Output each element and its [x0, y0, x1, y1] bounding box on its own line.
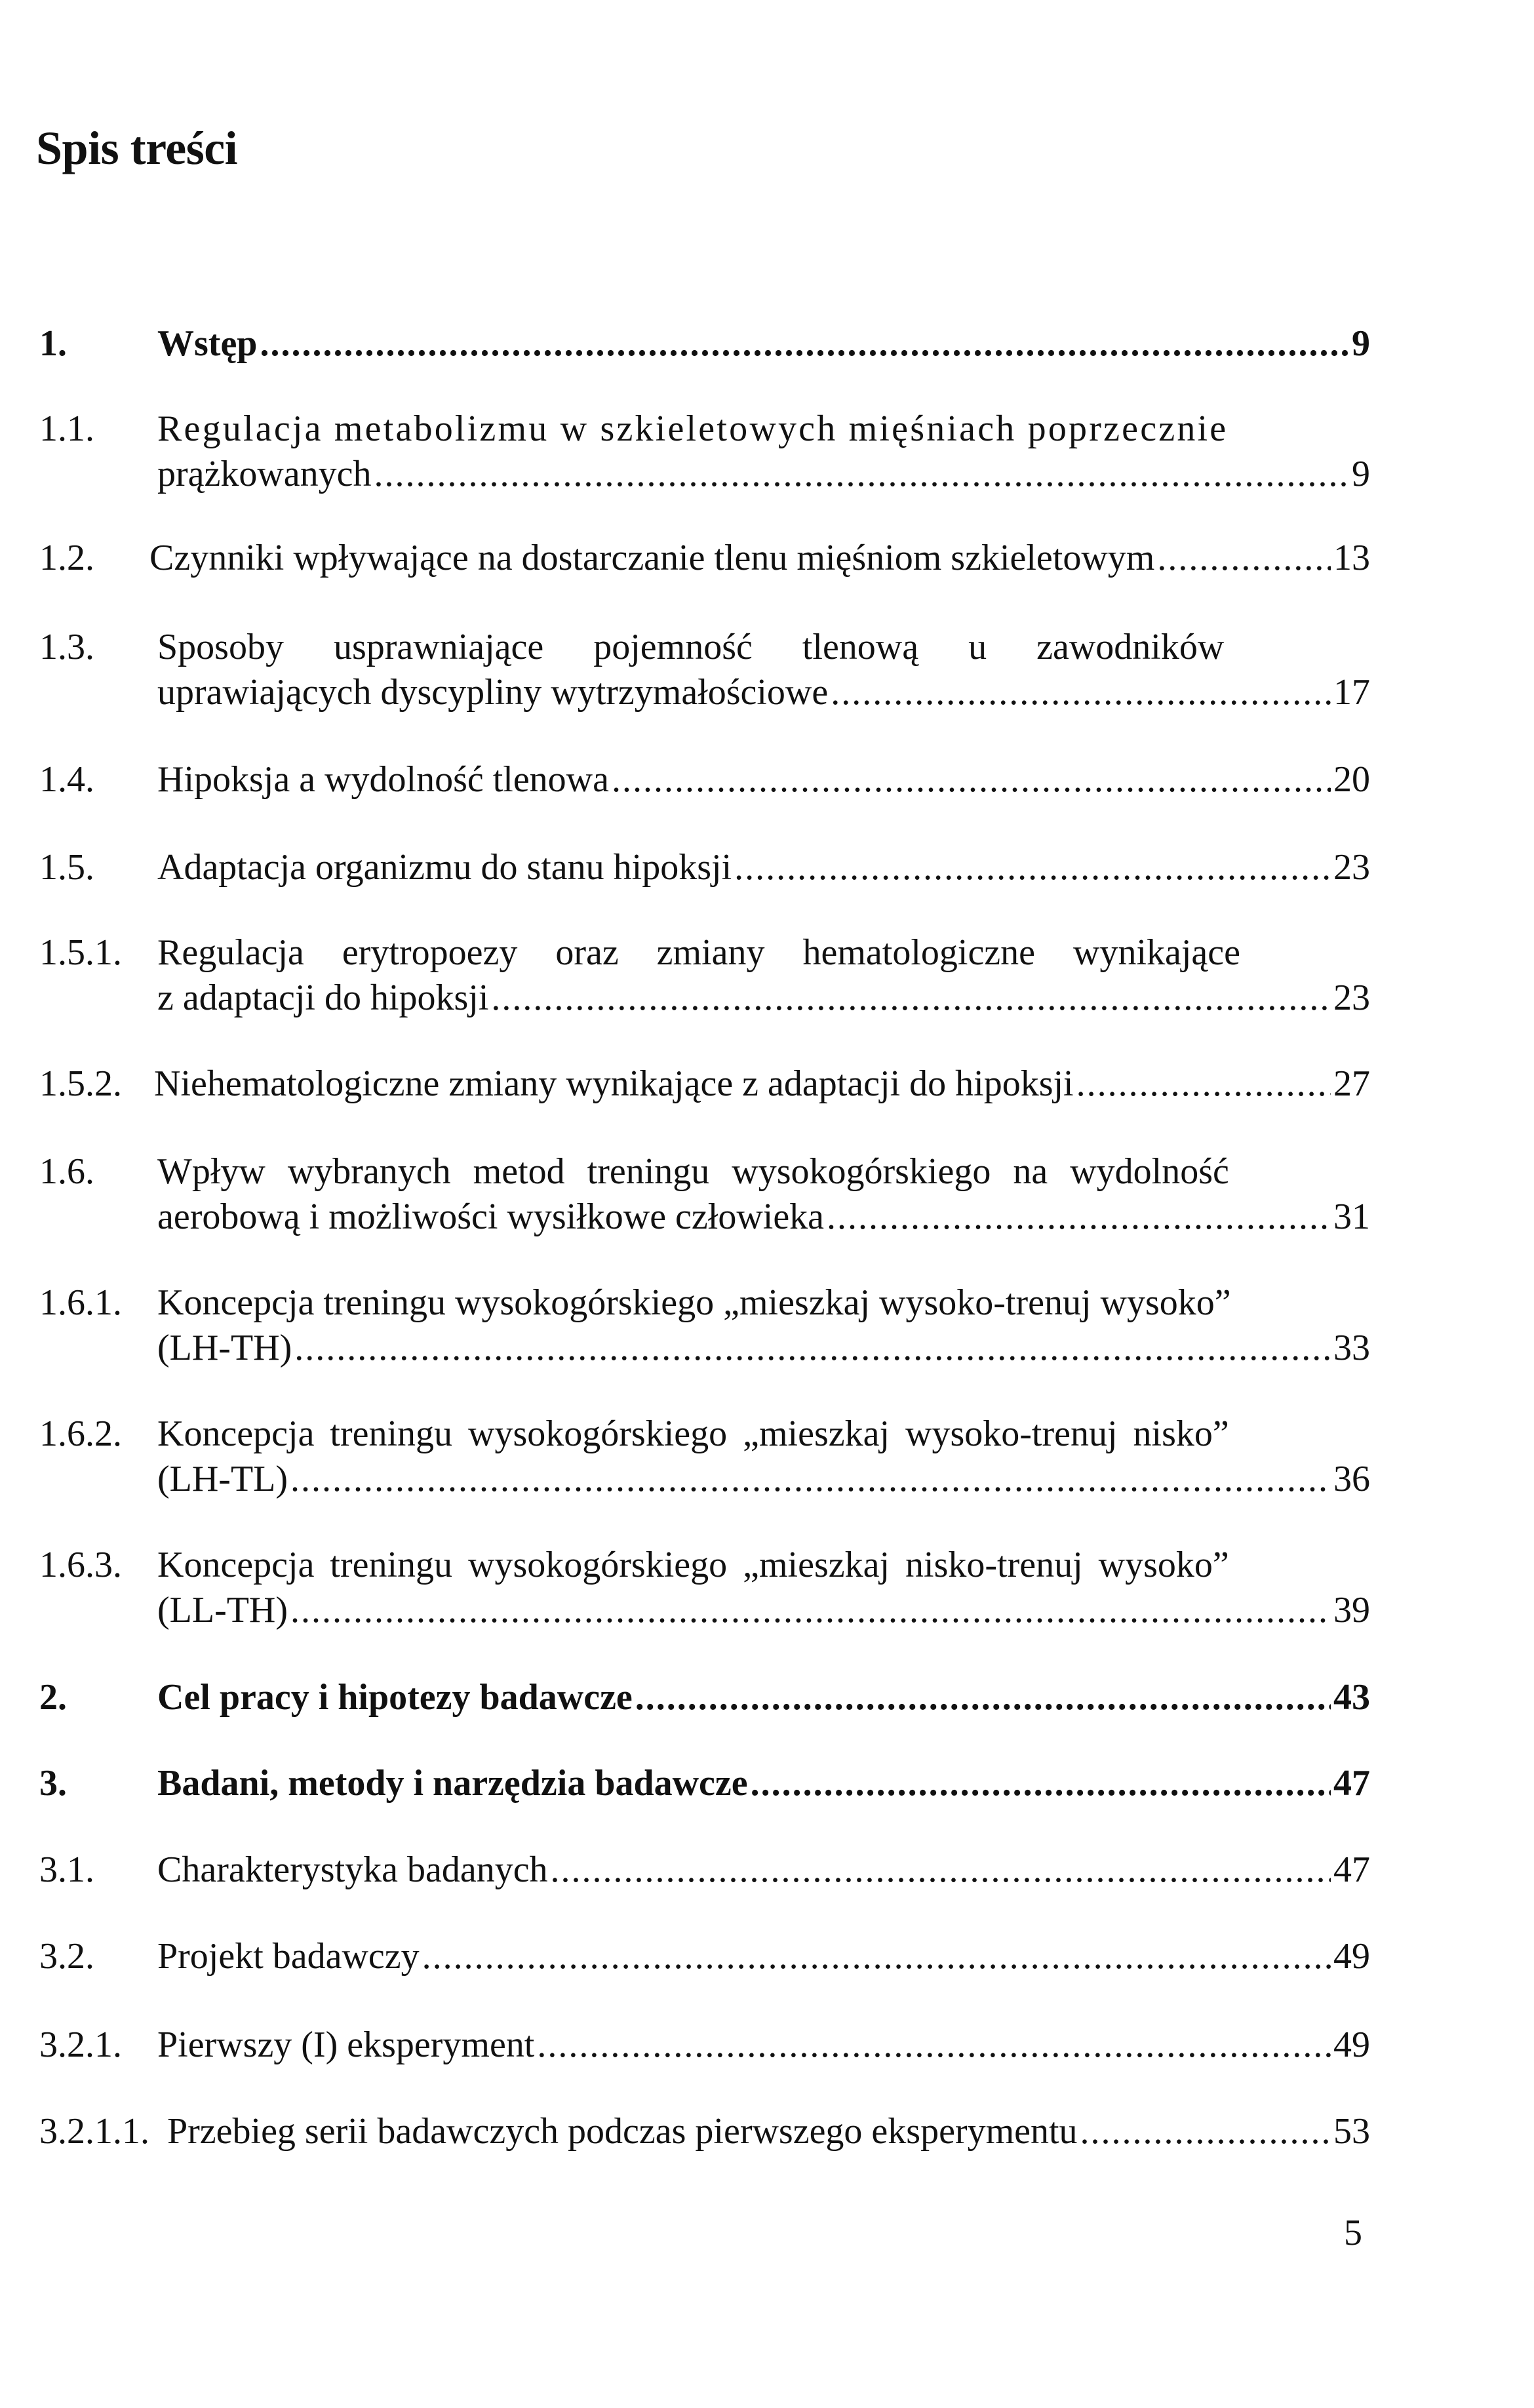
toc-number: 3.2.1.1.	[39, 2111, 149, 2152]
toc-title: Regulacja erytropoezy oraz zmiany hematologiczne wynikające	[157, 932, 1240, 973]
toc-title-continuation: (LH-TL)	[157, 1459, 288, 1499]
toc-title: Wstęp	[157, 323, 258, 364]
toc-entry-1-6-2	[39, 1411, 1370, 1502]
toc-page-ref: 20	[1333, 759, 1370, 800]
page-title: Spis treści	[36, 122, 238, 174]
toc-title: Adaptacja organizmu do stanu hipoksji	[157, 847, 732, 888]
toc-entry-3-1	[39, 1847, 1370, 1893]
toc-title-continuation: uprawiających dyscypliny wytrzymałościowe	[157, 672, 829, 713]
toc-title-continuation: z adaptacji do hipoksji	[157, 977, 489, 1018]
toc-entry-1-2	[39, 536, 1370, 581]
dot-leader	[260, 321, 1349, 366]
toc-page-ref: 9	[1352, 323, 1370, 364]
toc-number: 3.2.	[39, 1936, 94, 1977]
toc-title-continuation: prążkowanych	[157, 454, 372, 494]
toc-page-ref: 47	[1333, 1849, 1370, 1890]
toc-page-ref: 49	[1333, 2024, 1370, 2065]
dot-leader	[422, 1934, 1331, 1979]
toc-entry-1	[39, 321, 1370, 366]
toc-entry-1-5-1	[39, 930, 1370, 1021]
toc-title: Badani, metody i narzędzia badawcze	[157, 1763, 748, 1804]
dot-leader	[290, 1457, 1331, 1502]
toc-entry-3-2-1	[39, 2023, 1370, 2068]
toc-entry-1-6-3	[39, 1543, 1370, 1633]
toc-entry-1-1	[39, 406, 1370, 497]
toc-title: Cel pracy i hipotezy badawcze	[157, 1677, 633, 1718]
page-number: 5	[1344, 2213, 1362, 2253]
toc-title: Regulacja metabolizmu w szkieletowych mięśniach poprzecznie	[157, 408, 1229, 449]
dot-leader	[551, 1847, 1331, 1893]
toc-page-ref: 49	[1333, 1936, 1370, 1977]
toc-title: Niehematologiczne zmiany wynikające z adaptacji do hipoksji	[154, 1063, 1074, 1104]
dot-leader	[751, 1761, 1331, 1806]
toc-title-continuation: (LH-TH)	[157, 1328, 292, 1368]
toc-entry-1-3	[39, 625, 1370, 715]
toc-number: 3.1.	[39, 1849, 94, 1890]
toc-title: Koncepcja treningu wysokogórskiego „mieszkaj nisko-trenuj wysoko”	[157, 1545, 1229, 1585]
dot-leader	[827, 1194, 1331, 1240]
dot-leader	[294, 1326, 1331, 1371]
dot-leader	[1080, 2109, 1331, 2154]
toc-page-ref: 39	[1333, 1590, 1370, 1630]
toc-entry-1-4	[39, 757, 1370, 802]
dot-leader	[491, 976, 1331, 1021]
dot-leader	[612, 757, 1331, 802]
dot-leader	[290, 1588, 1331, 1633]
toc-page-ref: 23	[1333, 977, 1370, 1018]
toc-title: Charakterystyka badanych	[157, 1849, 548, 1890]
toc-page-ref: 33	[1333, 1328, 1370, 1368]
toc-number: 1.4.	[39, 759, 94, 800]
dot-leader	[734, 845, 1331, 890]
toc-page-ref: 23	[1333, 847, 1370, 888]
toc-entry-1-6	[39, 1149, 1370, 1240]
toc-number: 1.6.	[39, 1151, 94, 1192]
toc-title: Przebieg serii badawczych podczas pierwszego eksperymentu	[167, 2111, 1078, 2152]
toc-title: Projekt badawczy	[157, 1936, 420, 1977]
dot-leader	[635, 1675, 1331, 1720]
toc-title: Hipoksja a wydolność tlenowa	[157, 759, 609, 800]
toc-number: 1.5.	[39, 847, 94, 888]
toc-number: 2.	[39, 1677, 67, 1718]
toc-title: Czynniki wpływające na dostarczanie tlenu mięśniom szkieletowym	[149, 538, 1155, 578]
dot-leader	[537, 2023, 1331, 2068]
toc-title: Koncepcja treningu wysokogórskiego „mieszkaj wysoko-trenuj wysoko”	[157, 1282, 1231, 1323]
toc-title: Koncepcja treningu wysokogórskiego „mieszkaj wysoko-trenuj nisko”	[157, 1413, 1229, 1454]
toc-number: 1.2.	[39, 538, 94, 578]
toc-number: 1.5.2.	[39, 1063, 122, 1104]
toc-page-ref: 17	[1333, 672, 1370, 713]
toc-title-continuation: (LL-TH)	[157, 1590, 288, 1630]
toc-page-ref: 47	[1333, 1763, 1370, 1804]
toc-entry-2	[39, 1675, 1370, 1720]
toc-entry-1-5	[39, 845, 1370, 890]
toc-number: 1.6.1.	[39, 1282, 122, 1323]
toc-number: 1.	[39, 323, 67, 364]
toc-number: 1.6.3.	[39, 1545, 122, 1585]
toc-entry-3-2-1-1	[39, 2109, 1370, 2154]
toc-entry-1-6-1	[39, 1280, 1370, 1371]
dot-leader	[831, 670, 1331, 715]
toc-entry-1-5-2	[39, 1061, 1370, 1107]
toc-title: Sposoby usprawniające pojemność tlenową u zawodników	[157, 627, 1225, 667]
toc-page-ref: 36	[1333, 1459, 1370, 1499]
toc-title: Pierwszy (I) eksperyment	[157, 2024, 535, 2065]
dot-leader	[1076, 1061, 1331, 1107]
toc-number: 1.6.2.	[39, 1413, 122, 1454]
toc-number: 3.2.1.	[39, 2024, 122, 2065]
toc-number: 1.1.	[39, 408, 94, 449]
dot-leader	[374, 452, 1349, 497]
toc-page-ref: 43	[1333, 1677, 1370, 1718]
toc-page-ref: 53	[1333, 2111, 1370, 2152]
dot-leader	[1157, 536, 1331, 581]
toc-page-ref: 13	[1333, 538, 1370, 578]
toc-number: 3.	[39, 1763, 67, 1804]
toc-entry-3-2	[39, 1934, 1370, 1979]
toc-title: Wpływ wybranych metod treningu wysokogórskiego na wydolność	[157, 1151, 1229, 1192]
toc-page-ref: 9	[1352, 454, 1370, 494]
toc-page-ref: 31	[1333, 1196, 1370, 1237]
toc-title-continuation: aerobową i możliwości wysiłkowe człowieka	[157, 1196, 825, 1237]
toc-number: 1.5.1.	[39, 932, 122, 973]
toc-page-ref: 27	[1333, 1063, 1370, 1104]
toc-entry-3	[39, 1761, 1370, 1806]
toc-number: 1.3.	[39, 627, 94, 667]
